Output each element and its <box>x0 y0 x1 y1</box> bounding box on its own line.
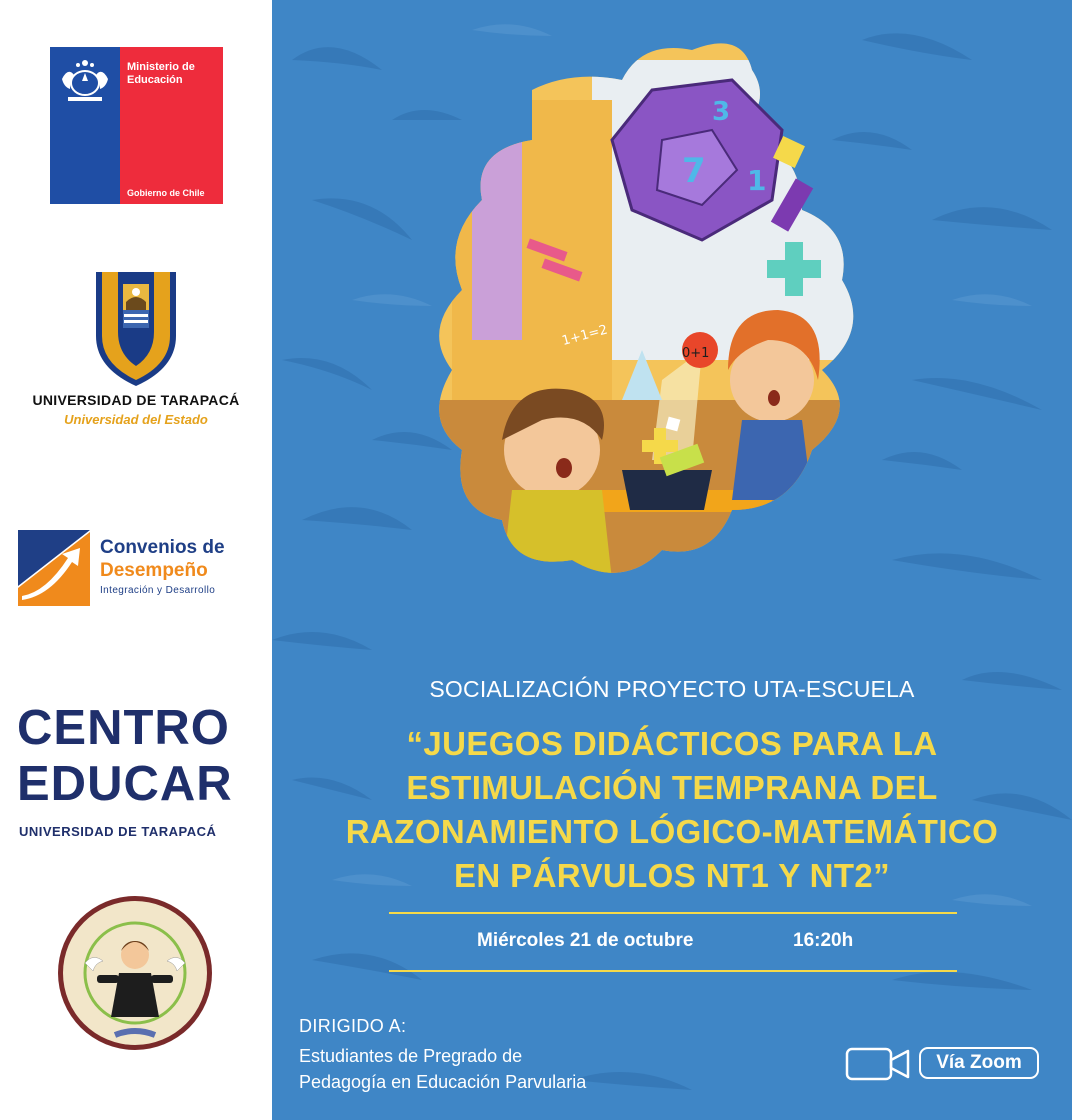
zoom-link-button[interactable]: Vía Zoom <box>919 1047 1039 1079</box>
chile-crest-icon <box>58 57 112 107</box>
audience-label: DIRIGIDO A: <box>299 1016 407 1036</box>
convenios-line1: Convenios de <box>100 537 225 558</box>
svg-text:0+1: 0+1 <box>682 346 710 361</box>
centro-educar-line1: CENTRO <box>17 701 230 755</box>
video-camera-icon <box>845 1047 911 1081</box>
centro-educar-logo <box>17 700 257 850</box>
convenios-line2: Desempeño <box>100 560 208 581</box>
svg-text:3: 3 <box>712 97 731 127</box>
convenios-line3: Integración y Desarrollo <box>100 585 216 596</box>
mineduc-line2: Educación <box>127 74 183 86</box>
centro-educar-line3: UNIVERSIDAD DE TARAPACÁ <box>19 824 217 839</box>
event-subtitle: SOCIALIZACIÓN PROYECTO UTA-ESCUELA <box>429 676 915 702</box>
event-title-line: EN PÁRVULOS NT1 Y NT2” <box>453 857 891 894</box>
centro-educar-line2: EDUCAR <box>17 757 233 811</box>
event-poster <box>272 0 1072 1120</box>
audience-line: Pedagogía en Educación Parvularia <box>299 1072 587 1092</box>
event-time: 16:20h <box>793 930 854 951</box>
uta-logo <box>20 268 252 433</box>
divider-top <box>389 912 957 914</box>
uta-subtitle: Universidad del Estado <box>64 412 208 427</box>
divider-bottom <box>389 970 957 972</box>
event-title-line: RAZONAMIENTO LÓGICO-MATEMÁTICO <box>345 813 999 850</box>
mineduc-logo <box>50 47 223 204</box>
jardin-logo <box>55 893 215 1053</box>
convenios-logo <box>18 530 252 606</box>
mineduc-footer: Gobierno de Chile <box>127 188 205 198</box>
event-title <box>272 722 1072 898</box>
svg-text:1+1=2: 1+1=2 <box>560 322 610 349</box>
uta-name: UNIVERSIDAD DE TARAPACÁ <box>32 392 240 408</box>
university-shield-icon <box>20 268 252 390</box>
event-title-line: “JUEGOS DIDÁCTICOS PARA LA <box>406 725 938 762</box>
svg-text:7: 7 <box>682 151 706 191</box>
event-date: Miércoles 21 de octubre <box>477 930 694 951</box>
growth-arrow-icon <box>18 530 90 606</box>
audience-line: Estudiantes de Pregrado de <box>299 1046 523 1066</box>
event-title-line: ESTIMULACIÓN TEMPRANA DEL <box>406 769 938 806</box>
classroom-illustration <box>412 20 892 660</box>
mineduc-line1: Ministerio de <box>127 61 195 73</box>
svg-text:1: 1 <box>747 164 767 197</box>
logo-sidebar <box>0 0 272 1120</box>
